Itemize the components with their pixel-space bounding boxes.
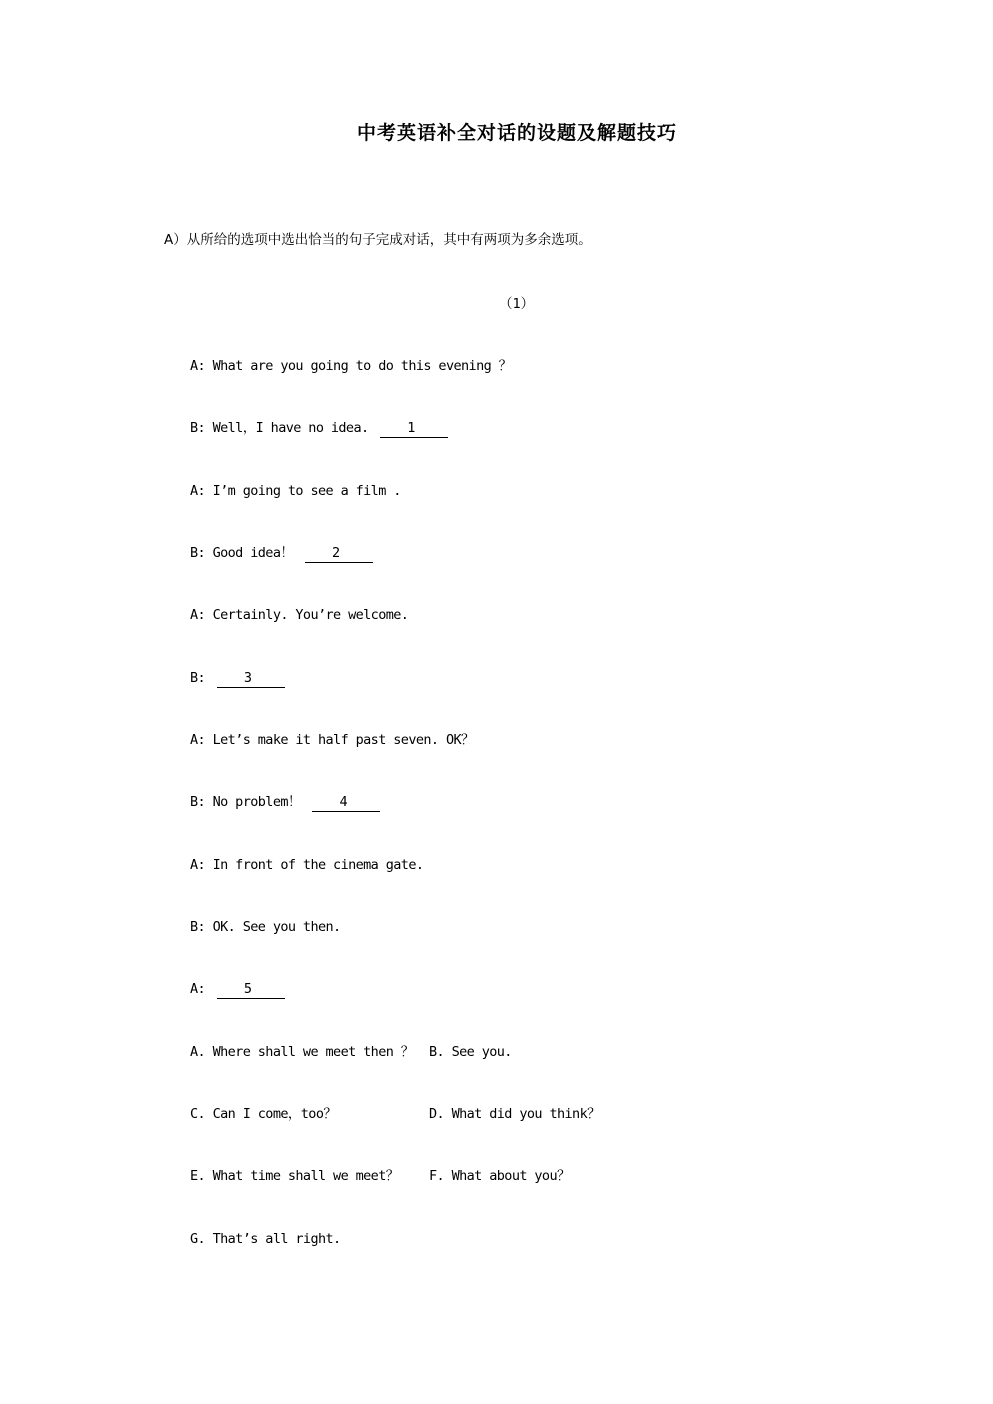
blank-number: 3 (243, 670, 252, 686)
dialogue-text: Good idea！ (212, 545, 294, 561)
speaker-label: A: (190, 981, 206, 997)
dialogue-text: I’m going to see a film . (212, 483, 401, 499)
dialogue-line (190, 730, 474, 750)
blank-number: 2 (332, 545, 340, 561)
option-label: G. (190, 1231, 206, 1247)
answer-blank-5[interactable] (217, 980, 285, 999)
speaker-label: A: (190, 358, 206, 374)
option-f (429, 1166, 570, 1186)
option-text: That’s all right. (212, 1231, 341, 1247)
dialogue-text: OK. See you then. (212, 919, 341, 935)
option-d (429, 1104, 600, 1124)
blank-number: 4 (339, 794, 348, 810)
dialogue-line (190, 356, 512, 376)
document-title: 中考英语补全对话的设题及解题技巧 (356, 122, 677, 144)
section-number: （1） (499, 296, 535, 312)
speaker-label: B: (190, 919, 206, 935)
speaker-label: B: (190, 545, 206, 561)
option-text: What about you？ (451, 1168, 570, 1184)
answer-blank-2[interactable] (305, 544, 373, 563)
instruction-text: A）从所给的选项中选出恰当的句子完成对话，其中有两项为多余选项。 (164, 232, 592, 248)
dialogue-text: Well，I have no idea. (212, 420, 369, 436)
speaker-label: B: (190, 420, 206, 436)
dialogue-text: In front of the cinema gate. (212, 857, 424, 873)
dialogue-line (190, 979, 285, 999)
dialogue-text: No problem！ (212, 794, 301, 810)
dialogue-text: Certainly. You’re welcome. (212, 607, 409, 623)
speaker-label: B: (190, 670, 206, 686)
dialogue-line (190, 418, 448, 438)
blank-number: 1 (407, 420, 415, 436)
option-text: What did you think？ (451, 1106, 600, 1122)
dialogue-line (190, 917, 341, 937)
dialogue-line (190, 481, 401, 501)
option-g (190, 1229, 341, 1249)
dialogue-text: What are you going to do this evening ？ (212, 358, 512, 374)
speaker-label: B: (190, 794, 206, 810)
blank-number: 5 (243, 981, 252, 997)
answer-blank-3[interactable] (217, 669, 285, 688)
option-e (190, 1166, 399, 1186)
dialogue-text: Let’s make it half past seven. OK？ (212, 732, 474, 748)
speaker-label: A: (190, 857, 206, 873)
option-label: A. (190, 1044, 206, 1060)
dialogue-line (190, 668, 285, 688)
option-label: D. (429, 1106, 445, 1122)
answer-blank-1[interactable] (380, 419, 448, 438)
option-text: See you. (451, 1044, 512, 1060)
dialogue-line (190, 605, 408, 625)
option-label: E. (190, 1168, 206, 1184)
option-a (190, 1042, 414, 1062)
dialogue-line (190, 855, 423, 875)
dialogue-line (190, 543, 373, 563)
option-label: B. (429, 1044, 445, 1060)
option-b (429, 1042, 512, 1062)
option-text: What time shall we meet？ (212, 1168, 399, 1184)
option-c (190, 1104, 336, 1124)
speaker-label: A: (190, 483, 206, 499)
option-label: C. (190, 1106, 206, 1122)
option-label: F. (429, 1168, 445, 1184)
option-text: Where shall we meet then ？ (212, 1044, 414, 1060)
dialogue-line (190, 792, 380, 812)
option-text: Can I come，too？ (212, 1106, 337, 1122)
speaker-label: A: (190, 607, 206, 623)
answer-blank-4[interactable] (312, 793, 380, 812)
speaker-label: A: (190, 732, 206, 748)
